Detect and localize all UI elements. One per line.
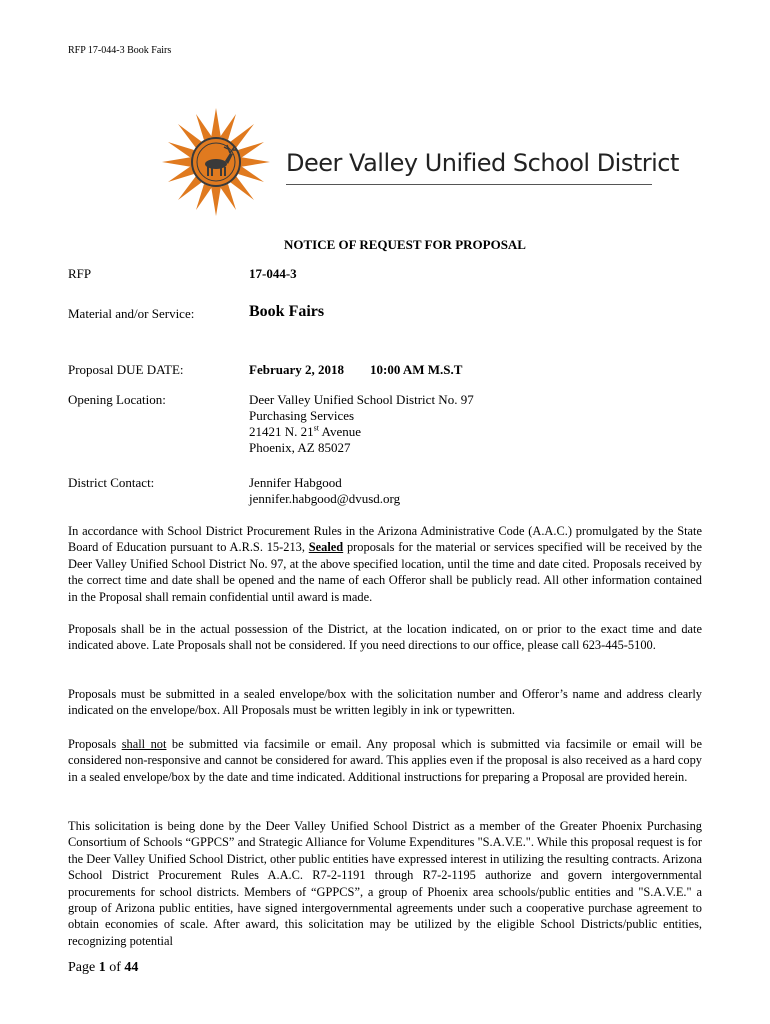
street-name: Avenue	[318, 424, 361, 439]
running-header: RFP 17-044-3 Book Fairs	[68, 45, 172, 56]
street-number: 21421 N. 21	[249, 424, 314, 439]
district-contact-label: District Contact:	[68, 475, 155, 490]
material-value: Book Fairs	[249, 303, 325, 320]
due-time-value: 10:00 AM M.S.T	[370, 362, 463, 377]
total-pages: 44	[124, 960, 139, 975]
contact-email: jennifer.habgood@dvusd.org	[249, 491, 401, 506]
contact-name: Jennifer Habgood	[249, 475, 342, 490]
paragraph-sealed-envelope: Proposals must be submitted in a sealed envelope/box with the solicitation number and Offeror’s name and address clearly indicated on the envelope/box. All Proposals must be written legibly in ink or typewritten.	[68, 687, 702, 718]
sun-deer-icon	[160, 104, 280, 216]
paragraph-text: be submitted via facsimile or email. Any proposal which is submitted via facsimile or email will be considered non-responsive and cannot be considered for award. This applies even if the proposal is also received as a hard copy in a sealed envelope/box by the date and time indicated. Additional instructions for preparing a Proposal are provided herein.	[68, 737, 702, 784]
shall-not-emphasis: shall not	[121, 737, 167, 751]
opening-location-label: Opening Location:	[68, 392, 166, 407]
opening-address-line3	[249, 424, 361, 440]
notice-title: NOTICE OF REQUEST FOR PROPOSAL	[284, 237, 526, 252]
page-word: Page	[68, 960, 99, 975]
due-date-label: Proposal DUE DATE:	[68, 362, 184, 377]
opening-address-line4: Phoenix, AZ 85027	[249, 440, 351, 455]
district-logo	[160, 104, 679, 216]
ordinal-suffix: st	[313, 423, 319, 433]
material-label: Material and/or Service:	[68, 306, 195, 321]
opening-address-line1: Deer Valley Unified School District No. 97	[249, 392, 474, 407]
rfp-value: 17-044-3	[249, 266, 297, 281]
sealed-emphasis: Sealed	[308, 540, 344, 555]
logo-divider	[286, 184, 652, 185]
opening-address-line2: Purchasing Services	[249, 408, 355, 423]
district-name: Deer Valley Unified School District	[286, 149, 679, 177]
paragraph-cooperative-purchasing: This solicitation is being done by the Deer Valley Unified School District as a member of the Greater Phoenix Purchasing Consortium of Schools “GPPCS” and Strategic Alliance for Volume Expenditures "S.A.V.E.". While this proposal request is for the Deer Valley Unified School District, other public entities have expressed interest in utilizing the resulting contracts. Arizona School District Procurement Rules A.A.C. R7-2-1191 through R7-2-1195 authorize and govern intergovernmental procurements for school districts. Members of “GPPCS”, a group of Phoenix area schools/public entities and "S.A.V.E." a group of Arizona public entities, have signed intergovernmental agreements under such a cooperative purchase agreement to obtain economies of scale. After award, this solicitation may be utilized by the eligible School Districts/public entities, recognizing potential	[68, 819, 702, 948]
paragraph-possession: Proposals shall be in the actual possession of the District, at the location indicated, on or prior to the exact time and date indicated above. Late Proposals shall not be considered. If you need directions to our office, please call 623-445-5100.	[68, 622, 702, 653]
paragraph-text: In accordance with School District Procurement Rules in the Arizona Administrative Code (A.A.C.) promulgated by the State Board of Education pursuant to A.R.S. 15-213,	[68, 524, 702, 555]
paragraph-submission-rules	[68, 523, 702, 605]
paragraph-text: proposals for the material or services specified will be received by the Deer Valley Unified School District No. 97, at the above specified location, until the time and date cited. Proposals received by the correct time and date shall be opened and the name of each Offeror shall be publicly read. All other information contained in the Proposal shall remain confidential until award is made.	[68, 540, 702, 604]
paragraph-text: Proposals	[68, 737, 122, 751]
due-date-value: February 2, 2018	[249, 362, 344, 377]
of-word: of	[105, 960, 125, 975]
current-page: 1	[98, 960, 106, 975]
rfp-label: RFP	[68, 266, 92, 281]
page-number	[68, 960, 138, 976]
paragraph-no-fax-email	[68, 736, 702, 785]
